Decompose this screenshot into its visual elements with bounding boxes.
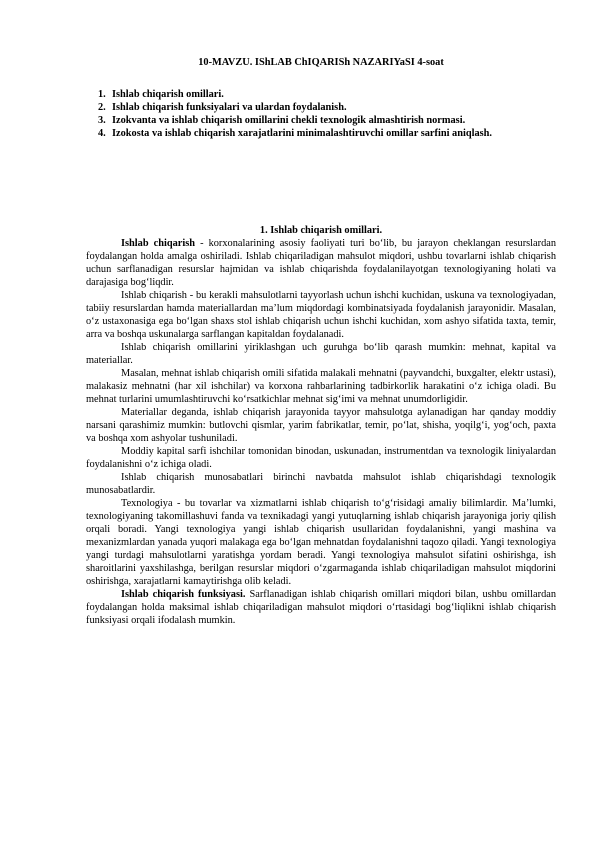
outline-item-text: Izokvanta va ishlab chiqarish omillarini chekli texnologik almashtirish normasi.: [112, 115, 466, 126]
topic-outline: [86, 88, 556, 140]
paragraph: [86, 588, 556, 627]
outline-item: [86, 114, 556, 127]
outline-item-number: 2.: [98, 102, 106, 113]
paragraph: Masalan, mehnat ishlab chiqarish omili sifatida malakali mehnatni (payvandchi, buxgalter, elektr ustasi), malakasiz mehnatni (har xil ishchilar) va korxona rahbarlarining tadbirkorlik harakatini o‘z ichiga oladi. Bu mehnat turlarini umumlashtiruvchi ko‘rsatkichlar mehnat sig‘imi va mehnat unumdorligidir.: [86, 368, 556, 405]
paragraph: Ishlab chiqarish munosabatlari birinchi navbatda mahsulot ishlab chiqarishdagi texnologik munosabatlardir.: [86, 472, 556, 496]
section-body: [86, 237, 556, 627]
document-title: 10-MAVZU. IShLAB ChIQARISh NAZARIYaSI 4-soat: [198, 57, 444, 68]
outline-item-text: Izokosta va ishlab chiqarish xarajatlarini minimalashtiruvchi omillar sarfini aniqlash.: [112, 128, 492, 139]
paragraph: Ishlab chiqarish omillarini yiriklashgan uch guruhga bo‘lib qarash mumkin: mehnat, kapital va materiallar.: [86, 342, 556, 366]
outline-item-text: Ishlab chiqarish funksiyalari va ulardan foydalanish.: [112, 102, 347, 113]
paragraph-term: Ishlab chiqarish funksiyasi.: [121, 589, 246, 600]
paragraph: Texnologiya - bu tovarlar va xizmatlarni ishlab chiqarish to‘g‘risidagi amaliy bilimlardir. Ma’lumki, texnologiyaning takomillashuvi fanda va texnikadagi yangi yutuqlarning ishlab chiqarish jarayoniga joriy qilish orqali boradi. Yangi texnologiya yangi ishlab chiqarish usullaridan foydalanishni, yangi mashina va mexanizmlardan yanada yuqori malakaga ega bo‘lgan mehnatdan foydalanishni taqozo qiladi. Yangi texnologiya yangi turdagi mahsulotlarni yaratishga yordam beradi. Yangi texnologiya mahsulot sifatini oshirishga, ish sharoitlarini yaxshilashga, berilgan resurslar miqdori o‘zgarmaganda ishlab chiqariladigan mahsulot miqdorini oshirishga, xarajatlarni kamaytirishga olib keladi.: [86, 498, 556, 587]
paragraph: Moddiy kapital sarfi ishchilar tomonidan binodan, uskunadan, instrumentdan va texnologik liniyalardan foydalanishni o‘z ichiga oladi.: [86, 446, 556, 470]
paragraph-term: Ishlab chiqarish: [121, 238, 196, 249]
paragraph: Materiallar deganda, ishlab chiqarish jarayonida tayyor mahsulotga aylanadigan har qanday moddiy narsani qarashimiz mumkin: butlovchi qismlar, yarim fabrikatlar, temir, po‘lat, shisha, yoqilg‘i, yog‘och, paxta va boshqa xom ashyolar tushuniladi.: [86, 407, 556, 444]
outline-item: [86, 127, 556, 140]
outline-item-number: 4.: [98, 128, 106, 139]
paragraph: Ishlab chiqarish - bu kerakli mahsulotlarni tayyorlash uchun ishchi kuchidan, uskuna va texnologiyadan, tabiiy resurslardan hamda materiallardan ma’lum miqdordagi kombinatsiyada foydalanish jarayonidir. Masalan, o‘z ustaxonasiga ega bo‘lgan shaxs stol ishlab chiqarish uchun ishchi kuchidan, xom ashyo sifatida taxta, temir, arra va boshqa uskunalarga sarflangan kapitaldan foydalanadi.: [86, 290, 556, 340]
section-heading: 1. Ishlab chiqarish omillari.: [259, 225, 383, 236]
outline-item: [86, 101, 556, 114]
outline-item-number: 3.: [98, 115, 106, 126]
outline-item: [86, 88, 556, 101]
paragraph: [86, 237, 556, 289]
paragraph-text: Sarflanadigan ishlab chiqarish omillari miqdori bilan, ushbu omillardan foydalangan holda maksimal ishlab chiqariladigan mahsulot miqdori o‘rtasidagi bog‘liqlikni ishlab chiqarish funksiyasi orqali ifodalash mumkin.: [86, 589, 557, 626]
outline-item-number: 1.: [98, 89, 106, 100]
outline-item-text: Ishlab chiqarish omillari.: [112, 89, 224, 100]
paragraph-text: - korxonalarining asosiy faoliyati turi bo‘lib, bu jarayon cheklangan resurslardan foydalangan holda amalga oshiriladi. Ishlab chiqariladigan mahsulot miqdori, ushbu tovarlarni ishlab chiqarish uchun sarflanadigan resurslar hajmidan va ishlab chiqarishda foydalanilayotgan texnologiyaning holati va darajasiga bog‘liqdir.: [86, 238, 557, 288]
